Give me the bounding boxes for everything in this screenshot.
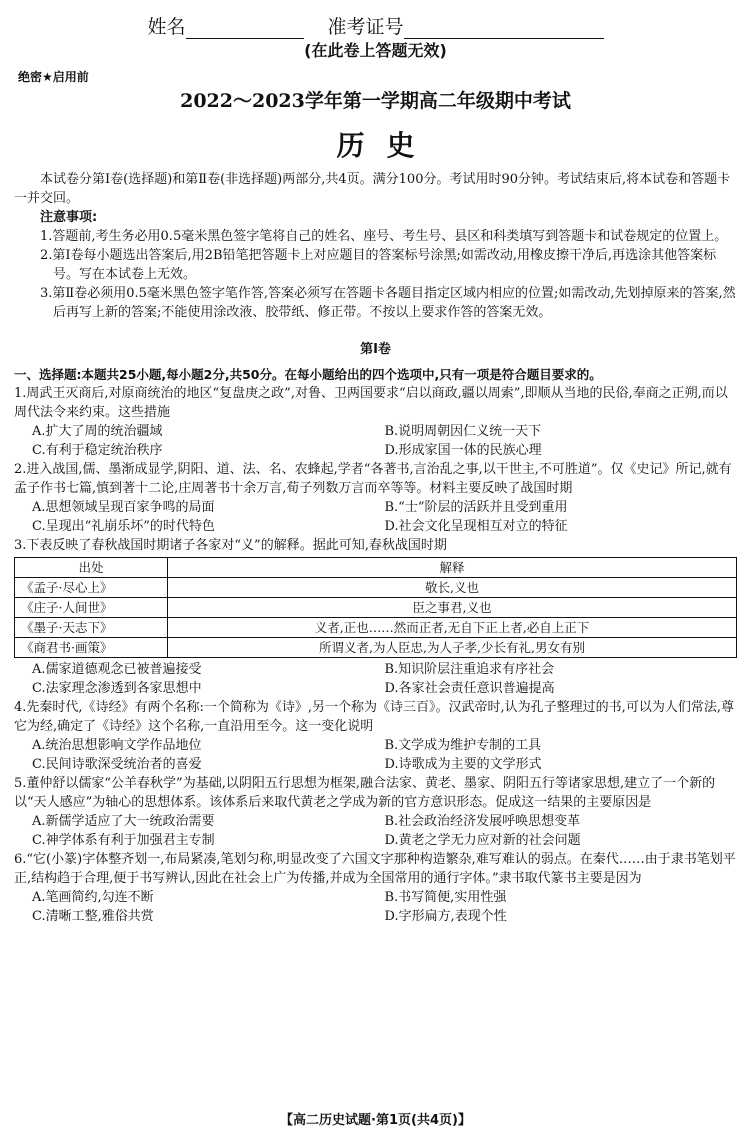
table-cell-source: 《庄子·人间世》: [15, 598, 168, 618]
option-c: C.神学体系有利于加强君主专制: [32, 833, 215, 848]
exam-body: [14, 170, 737, 926]
question-options: [14, 422, 737, 460]
option-a: A.笔画简约,勾连不断: [32, 890, 154, 905]
table-row: [15, 638, 737, 658]
table-cell-definition: 敬长,义也: [168, 578, 737, 598]
option-d: D.各家社会责任意识普遍提高: [384, 681, 555, 696]
option-b: B.说明周朝因仁义统一天下: [384, 424, 542, 439]
candidate-info: [0, 12, 751, 39]
question-stem: 6.“它(小篆)字体整齐划一,布局紧凑,笔划匀称,明显改变了六国文字那种构造繁杂,难写难认的弱点。在秦代……由于隶书笔划平正,结构趋于合理,便于书写辨认,因此在社会上广为传播,并成为全国常用的通行字体。”隶书取代篆书主要是因为: [14, 852, 736, 886]
option-d: D.字形扁方,表现个性: [384, 909, 507, 924]
option-c: C.呈现出“礼崩乐坏”的时代特色: [32, 519, 215, 534]
subject-title: 历史: [336, 129, 437, 162]
option-a: A.儒家道德观念已被普遍接受: [32, 662, 202, 677]
option-b: B.知识阶层注重追求有序社会: [384, 662, 555, 677]
option-c: C.清晰工整,雅俗共赏: [32, 909, 154, 924]
table-cell-source: 《孟子·尽心上》: [15, 578, 168, 598]
table-cell-definition: 所谓义者,为人臣忠,为人子孝,少长有礼,男女有别: [168, 638, 737, 658]
option-a: A.思想领域呈现百家争鸣的局面: [32, 500, 215, 515]
option-d: D.诗歌成为主要的文学形式: [384, 757, 542, 772]
table-row: [15, 578, 737, 598]
question-options: [14, 888, 737, 926]
option-a: A.统治思想影响文学作品地位: [32, 738, 202, 753]
option-c: C.民间诗歌深受统治者的喜爱: [32, 757, 202, 772]
question-options: [14, 736, 737, 774]
name-label: 姓名: [147, 16, 186, 38]
intro-paragraph: 本试卷分第Ⅰ卷(选择题)和第Ⅱ卷(非选择题)两部分,共4页。满分100分。考试用时90分钟。考试结束后,将本试卷和答题卡一并交回。: [14, 172, 731, 206]
secret-mark: 绝密★启用前: [18, 70, 89, 84]
name-blank[interactable]: [186, 20, 304, 39]
table-cell-source: 《墨子·天志下》: [15, 618, 168, 638]
notice-item: 3.第Ⅱ卷必须用0.5毫米黑色签字笔作答,答案必须写在答题卡各题目指定区域内相应的位置;如需改动,先划掉原来的答案,然后再写上新的答案;不能使用涂改液、胶带纸、修正带。不按以上要求作答的答案无效。: [40, 286, 736, 320]
table-header-row: [15, 558, 737, 578]
question-stem: 5.董仲舒以儒家“公羊春秋学”为基础,以阴阳五行思想为框架,融合法家、黄老、墨家、阴阳五行等诸家思想,建立了一个新的以“天人感应”为轴心的思想体系。该体系后来取代黄老之学成为新的官方意识形态。促成这一结果的主要原因是: [14, 776, 716, 810]
notice-item: 1.答题前,考生务必用0.5毫米黑色签字笔将自己的姓名、座号、考生号、县区和科类填写到答题卡和试卷规定的位置上。: [40, 229, 728, 244]
notice-heading: 注意事项:: [40, 210, 98, 225]
table-cell-source: 《商君书·画策》: [15, 638, 168, 658]
table-cell-definition: 义者,正也……然而正者,无自下正上者,必自上正下: [168, 618, 737, 638]
option-d: D.黄老之学无力应对新的社会问题: [384, 833, 581, 848]
option-c: C.有利于稳定统治秩序: [32, 443, 163, 458]
table-header: 出处: [15, 558, 168, 578]
question-stem: 4.先秦时代,《诗经》有两个名称:一个简称为《诗》,另一个称为《诗三百》。汉武帝时,认为孔子整理过的书,可以为人们常法,尊它为经,确定了《诗经》这个名称,一直沿用至今。这一变化说明: [14, 700, 734, 734]
option-d: D.社会文化呈现相互对立的特征: [384, 519, 568, 534]
volume-heading: 第Ⅰ卷: [360, 342, 391, 357]
page-footer: 【高二历史试题·第1页(共4页)】: [280, 1113, 471, 1128]
option-c: C.法家理念渗透到各家思想中: [32, 681, 202, 696]
option-b: B.书写简便,实用性强: [384, 890, 507, 905]
question-stem: 2.进入战国,儒、墨渐成显学,阴阳、道、法、名、农蜂起,学者“各著书,言治乱之事,以干世主,不可胜道”。仅《史记》所记,就有孟子作书七篇,慎到著十二论,庄周著书十余万言,荀子列数万言而卒等等。材料主要反映了战国时期: [14, 462, 732, 496]
question-options: [14, 498, 737, 536]
option-a: A.扩大了周的统治疆域: [32, 424, 163, 439]
question-stem: 1.周武王灭商后,对原商统治的地区“复盘庚之政”,对鲁、卫两国要求“启以商政,疆以周索”,即顺从当地的民俗,奉商之正朔,而以周代法令来约束。这些措施: [14, 386, 728, 420]
question-options: [14, 812, 737, 850]
exam-number-blank[interactable]: [404, 20, 604, 39]
table-row: [15, 618, 737, 638]
exam-number-label: 准考证号: [327, 16, 404, 38]
option-b: B.社会政治经济发展呼唤思想变革: [384, 814, 581, 829]
notice-item: 2.第Ⅰ卷每小题选出答案后,用2B铅笔把答题卡上对应题目的答案标号涂黑;如需改动,用橡皮擦干净后,再选涂其他答案标号。写在本试卷上无效。: [40, 248, 717, 282]
option-d: D.形成家国一体的民族心理: [384, 443, 542, 458]
exam-title: 2022～2023学年第一学期高二年级期中考试: [180, 90, 571, 112]
table-header: 解释: [168, 558, 737, 578]
definition-table: [14, 557, 737, 658]
table-row: [15, 598, 737, 618]
option-b: B.文学成为维护专制的工具: [384, 738, 542, 753]
option-b: B.“士”阶层的活跃并且受到重用: [384, 500, 568, 515]
question-options: [14, 660, 737, 698]
invalid-note: (在此卷上答题无效): [304, 41, 447, 60]
section-heading: 一、选择题:本题共25小题,每小题2分,共50分。在每小题给出的四个选项中,只有一项是符合题目要求的。: [14, 367, 602, 382]
table-cell-definition: 臣之事君,义也: [168, 598, 737, 618]
question-stem: 3.下表反映了春秋战国时期诸子各家对“义”的解释。据此可知,春秋战国时期: [14, 538, 447, 553]
option-a: A.新儒学适应了大一统政治需要: [32, 814, 215, 829]
